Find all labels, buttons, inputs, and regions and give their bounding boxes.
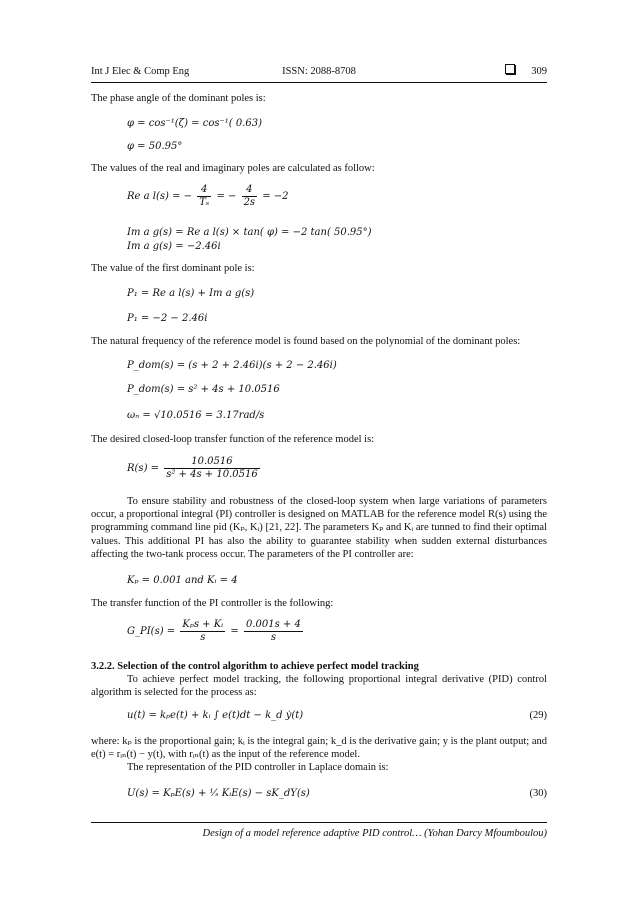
equation-p1-value: P₁ = −2 − 2.46i	[127, 313, 208, 324]
fraction-4-over-2s	[242, 184, 258, 209]
paragraph-pid-intro	[91, 673, 547, 699]
paragraph-first-pole: The value of the first dominant pole is:	[91, 263, 255, 274]
issn: ISSN: 2088-8708	[282, 66, 356, 77]
paragraph-transfer-function: The desired closed-loop transfer function of the reference model is:	[91, 434, 375, 445]
paragraph-pid-text: To achieve perfect model tracking, the following proportional integral derivative (PID) control algorithm is selected for the process as:	[91, 674, 547, 699]
fraction-numerator: 4	[242, 184, 258, 197]
equation-p1-sum: P₁ = Re a l(s) + Im a g(s)	[127, 288, 255, 299]
header-rule	[91, 82, 547, 83]
equation-reference-model	[127, 456, 262, 481]
equation-gpi	[127, 619, 305, 644]
equation-omega-n: ωₙ = √10.0516 = 3.17rad/s	[127, 410, 265, 421]
fraction-denominator: 2s	[243, 197, 256, 208]
paragraph-laplace-text: The representation of the PID controller in Laplace domain is:	[127, 762, 389, 773]
footer-rule	[91, 822, 547, 823]
equation-phi-value: φ = 50.95°	[127, 141, 183, 152]
equation-imag-value: Im a g(s) = −2.46i	[127, 241, 221, 252]
equation-number-30: (30)	[529, 788, 547, 799]
equation-pi-params: Kₚ = 0.001 and Kᵢ = 4	[127, 575, 238, 586]
equation-pid-time: u(t) = kₚe(t) + kᵢ ∫ e(t)dt − k_d ẏ(t)	[127, 710, 304, 721]
equation-number-29: (29)	[529, 710, 547, 721]
checkbox-square-icon	[505, 64, 515, 74]
paragraph-phase-angle: The phase angle of the dominant poles is:	[91, 93, 266, 104]
equation-rs-left: R(s) =	[127, 463, 160, 474]
fraction-denominator: s² + 4s + 10.0516	[166, 469, 258, 480]
paragraph-natural-frequency: The natural frequency of the reference model is found based on the polynomial of the dominant poles:	[91, 336, 521, 347]
equation-phi-cos: φ = cos⁻¹(ζ) = cos⁻¹( 0.63)	[127, 118, 263, 129]
paragraph-pid-where: where: kₚ is the proportional gain; kᵢ is the integral gain; k_d is the derivative gain; y is the plant output; and e(t) = rᵢₙ(t) − y(t), with rᵢₙ(t) as the input of the reference model.	[91, 736, 547, 761]
paragraph-pi-transfer: The transfer function of the PI controller is the following:	[91, 598, 334, 609]
fraction-reference-model	[164, 456, 259, 481]
paragraph-real-imag: The values of the real and imaginary poles are calculated as follow:	[91, 163, 375, 174]
page-number-group	[505, 64, 547, 80]
fraction-numerator: 10.0516	[164, 456, 259, 469]
fraction-denominator: s	[200, 632, 206, 643]
equation-real-left: Re a l(s) = −	[127, 191, 193, 202]
page-number: 309	[531, 66, 547, 77]
fraction-denominator: Tₛ	[199, 197, 210, 208]
fraction-numerator: 4	[197, 184, 211, 197]
paragraph-pi-controller	[91, 495, 547, 561]
journal-name: Int J Elec & Comp Eng	[91, 66, 190, 77]
fraction-numerator: Kₚs + Kᵢ	[182, 619, 224, 630]
equation-gpi-left: G_PI(s) =	[127, 626, 176, 637]
paragraph-pi-text: To ensure stability and robustness of the closed-loop system when large variations of parameters occur, a proportional integral (PI) controller is designed on MATLAB for the reference model R(s) using the programming command line pid (Kₚ, Kᵢ) [21, 22]. The parameters Kₚ and Kᵢ are tunned to find their optimal values. This additional PI has also the ability to guarantee stability when sudden external disturbances affecting the two-tank process occur. The parameters of the PI controller are:	[91, 496, 547, 560]
equation-real	[127, 184, 289, 209]
equation-pdom-poly: P_dom(s) = s² + 4s + 10.0516	[127, 384, 280, 395]
equation-pid-laplace: U(s) = KₚE(s) + ¹⁄ₛ KᵢE(s) − sK_dY(s)	[127, 788, 310, 799]
equation-pdom-product: P_dom(s) = (s + 2 + 2.46i)(s + 2 − 2.46i)	[127, 360, 337, 371]
fraction-denominator: s	[270, 632, 276, 643]
fraction-kps-ki	[180, 619, 225, 644]
equation-gpi-mid: =	[230, 626, 239, 637]
running-title: Design of a model reference adaptive PID control… (Yohan Darcy Mfoumboulou)	[202, 828, 547, 839]
section-heading: 3.2.2. Selection of the control algorithm to achieve perfect model tracking	[91, 661, 419, 672]
fraction-4-over-ts	[197, 184, 211, 209]
equation-real-right: = −2	[262, 191, 289, 202]
equation-imag-tan: Im a g(s) = Re a l(s) × tan( φ) = −2 tan( 50.95°)	[127, 227, 372, 238]
fraction-numerator: 0.001s + 4	[245, 619, 301, 630]
page-header	[91, 64, 547, 80]
equation-real-mid: = −	[216, 191, 237, 202]
paragraph-laplace	[91, 761, 547, 774]
fraction-0001s-4	[244, 619, 303, 644]
